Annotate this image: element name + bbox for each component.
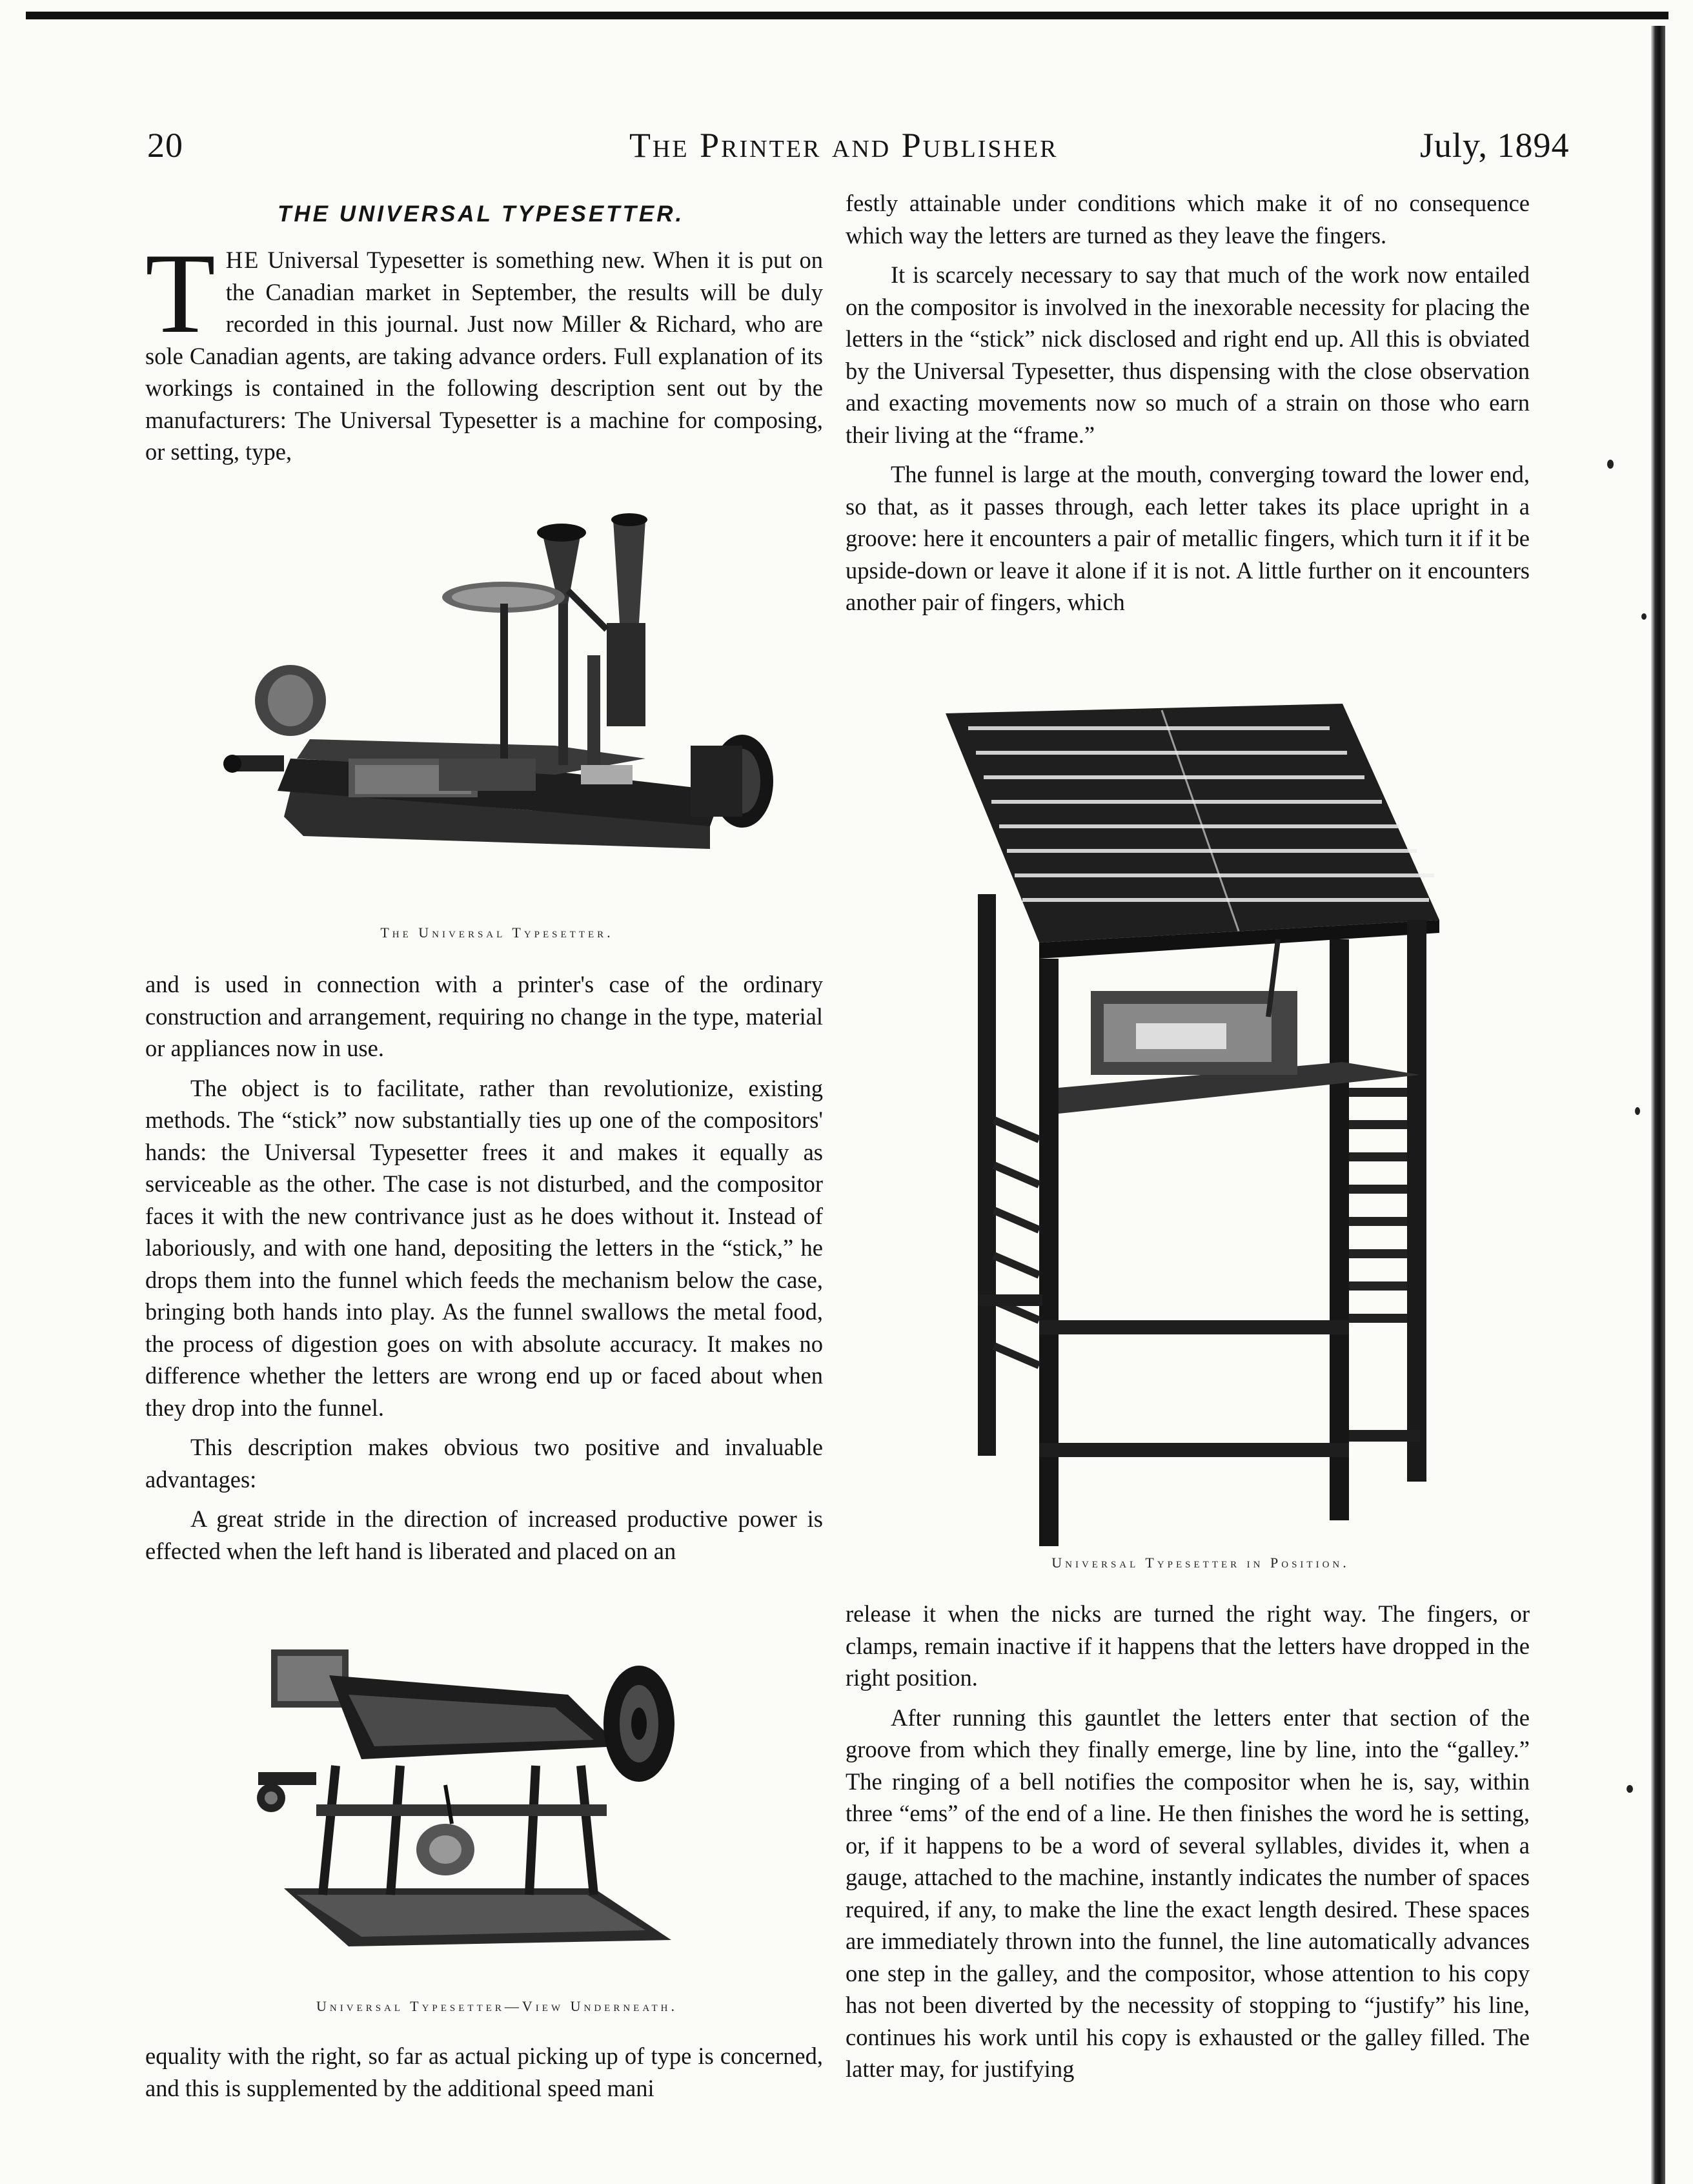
paragraph-scarcely: It is scarcely necessary to say that much of the work now entailed on the compositor is involved in the inexorable necessity for placing the letters in the “stick” nick disclosed and right end up. All this is obviated by the Universal Typesetter, thus dispensing with the close observation and exacting movements now so much of a strain on those who earn their living at the “frame.” bbox=[846, 261, 1530, 448]
page-edge-shadow bbox=[1651, 26, 1665, 2184]
print-speck bbox=[1627, 1785, 1633, 1793]
paragraph-release: release it when the nicks are turned the right way. The fingers, or clamps, remain inactive if it happens that the letters have dropped in the right position. bbox=[846, 1600, 1530, 1691]
figure-caption-3: Universal Typesetter—View Underneath. bbox=[316, 1998, 678, 2014]
intro-paragraph bbox=[145, 229, 823, 468]
issue-date: July, 1894 bbox=[1420, 126, 1570, 165]
page-number: 20 bbox=[147, 126, 183, 165]
paragraph-after-running: After running this gauntlet the letters enter that section of the groove from which they finally emerge, line by line, into the “galley.” The ringing of a bell notifies the compositor when he is, say, within three “ems” of the end of a line. He then finishes the word he is setting, or, if it happens to be a word of several syllables, divides it, when a gauge, attached to the machine, instantly indicates the number of spaces required, if any, to make the line the exact length desired. These spaces are immediately thrown into the funnel, the line automatically advances one step in the galley, and the compositor, whose attention to his copy has not been diverted by the necessity of stopping to “justify” his line, continues his work until his copy is exhausted or the galley filled. The latter may, for justifying bbox=[846, 1704, 1530, 2082]
paragraph-advantages: This description makes obvious two positive and invaluable advantages: bbox=[145, 1434, 823, 1493]
paragraph-object: The object is to facilitate, rather than revolutionize, existing methods. The “stick” now substantially ties up one of the compositors' hands: the Universal Typesetter frees it and makes it equally as serviceable as the other. The case is not disturbed, and the compositor faces it with the new contrivance just as he does without it. Instead of laboriously, and with one hand, depositing the letters in the “stick,” he drops them into the funnel which feeds the mechanism below the case, bringing both hands into play. As the funnel swallows the metal food, the process of digestion goes on with absolute accuracy. It makes no difference whether the letters are wrong end up or faced about when they drop into the funnel. bbox=[145, 1074, 823, 1421]
article-title: THE UNIVERSAL TYPESETTER. bbox=[278, 201, 685, 227]
left-column-intro bbox=[145, 229, 823, 468]
intro-text: Universal Typesetter is something new. When it is put on the Canadian market in September, the results will be duly recorded in this journal. Just now Miller & Richard, who are sole Canadian agents, are taking advance orders. Full explanation of its workings is contained in the following description sent out by the manufacturers: The Universal Typesetter is a machine for composing, or setting, type, bbox=[145, 247, 823, 465]
typesetter-underside-illustration bbox=[232, 1637, 762, 1992]
right-column-top bbox=[846, 187, 1530, 618]
left-column-body bbox=[145, 968, 823, 1567]
typesetter-machine-illustration bbox=[194, 487, 775, 907]
paragraph-funnel: The funnel is large at the mouth, converging toward the lower end, so that, as it passes through, each letter takes its place upright in a groove: here it encounters a pair of metallic fingers, which turn it if it be upside-down or leave it alone if it is not. A little further on it encounters another pair of fingers, which bbox=[846, 461, 1530, 615]
publication-title: The Printer and Publisher bbox=[629, 126, 1059, 165]
drop-cap: T bbox=[145, 229, 216, 357]
print-speck bbox=[1641, 613, 1647, 620]
left-column-bottom bbox=[145, 2040, 823, 2104]
intro-lead-word: HE bbox=[225, 247, 260, 273]
figure-caption-1: The Universal Typesetter. bbox=[380, 924, 614, 941]
paragraph-printers-case: and is used in connection with a printer's case of the ordinary construction and arrangement, requiring no change in the type, material or appliances now in use. bbox=[145, 971, 823, 1061]
paragraph-great-stride: A great stride in the direction of increased productive power is effected when the left hand is liberated and placed on an bbox=[145, 1505, 823, 1564]
right-column-bottom bbox=[846, 1598, 1530, 2085]
print-speck bbox=[1635, 1107, 1640, 1115]
top-border-rule bbox=[26, 12, 1668, 19]
print-speck bbox=[1607, 460, 1614, 469]
figure-caption-2: Universal Typesetter in Position. bbox=[1051, 1555, 1350, 1571]
paragraph-equality: equality with the right, so far as actual picking up of type is concerned, and this is supplemented by the additional speed mani bbox=[145, 2043, 823, 2101]
typesetter-in-position-illustration bbox=[942, 700, 1439, 1546]
paragraph-festly: festly attainable under conditions which make it of no consequence which way the letters are turned as they leave the fingers. bbox=[846, 190, 1530, 249]
